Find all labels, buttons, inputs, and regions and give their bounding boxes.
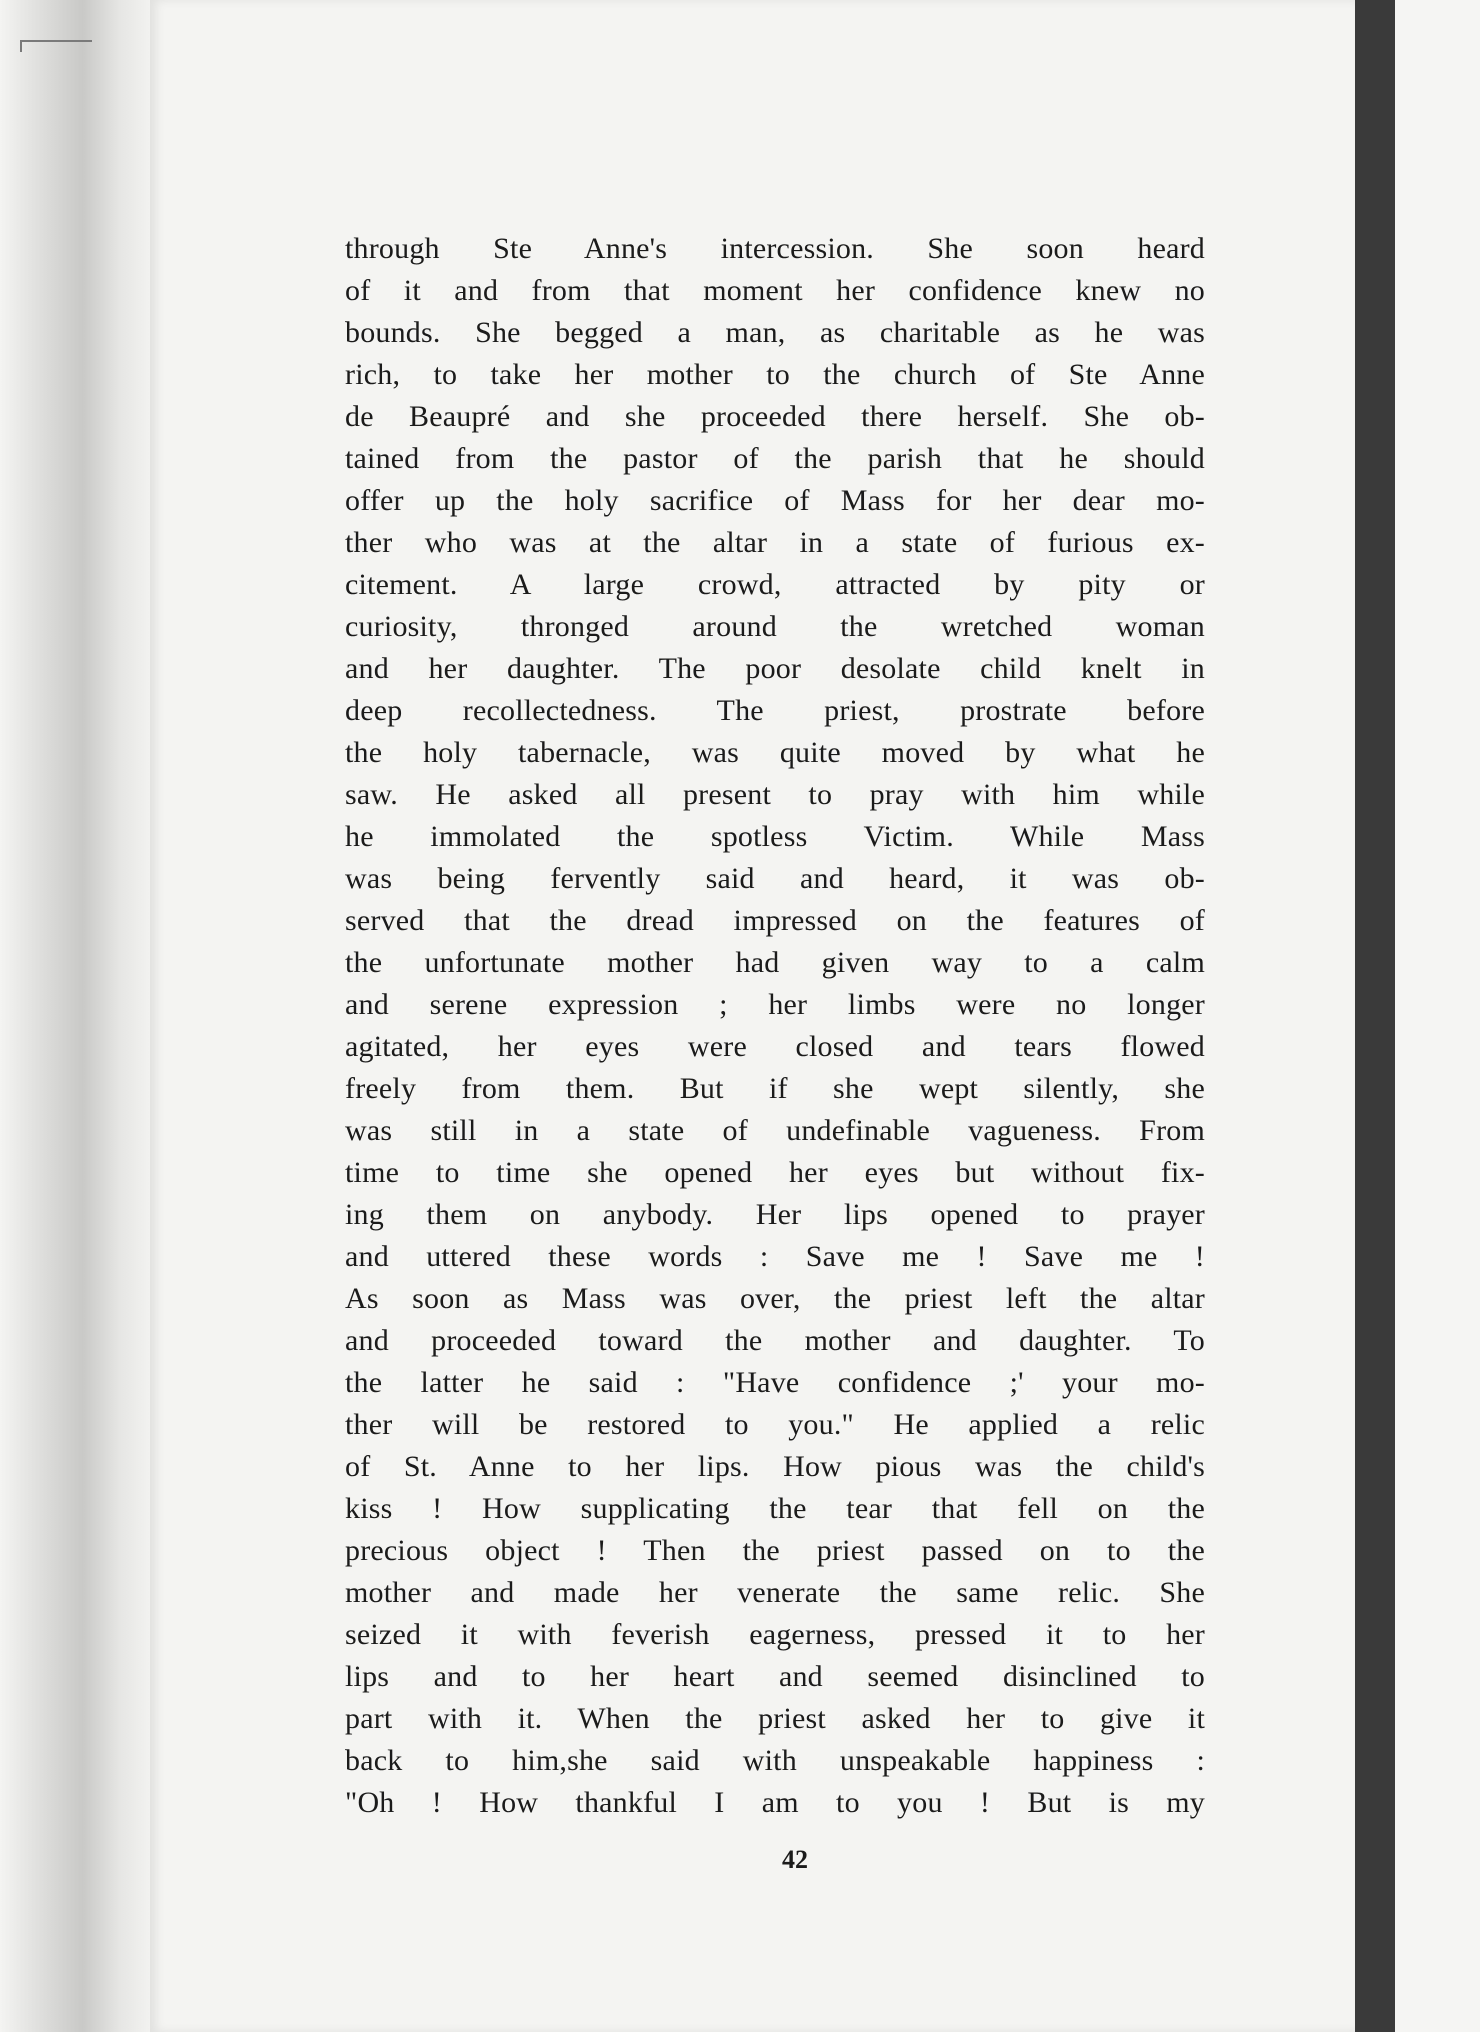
text-line: served that the dread impressed on the features of bbox=[345, 904, 1205, 937]
text-line: curiosity, thronged around the wretched woman bbox=[345, 610, 1205, 643]
text-line: kiss ! How supplicating the tear that fell on the bbox=[345, 1492, 1205, 1525]
text-line: part with it. When the priest asked her to give it bbox=[345, 1702, 1205, 1735]
text-line: was still in a state of undefinable vagueness. From bbox=[345, 1114, 1205, 1147]
text-line: freely from them. But if she wept silently, she bbox=[345, 1072, 1205, 1105]
page-number: 42 bbox=[782, 1845, 808, 1874]
text-line: mother and made her venerate the same relic. She bbox=[345, 1576, 1205, 1609]
text-line: ing them on anybody. Her lips opened to prayer bbox=[345, 1198, 1205, 1231]
text-line: As soon as Mass was over, the priest left the altar bbox=[345, 1282, 1205, 1315]
text-line: ther who was at the altar in a state of furious ex- bbox=[345, 526, 1205, 559]
text-line: agitated, her eyes were closed and tears flowed bbox=[345, 1030, 1205, 1063]
text-line: of it and from that moment her confidence knew no bbox=[345, 274, 1205, 307]
text-line: ther will be restored to you." He applied a relic bbox=[345, 1408, 1205, 1441]
text-line: he immolated the spotless Victim. While Mass bbox=[345, 820, 1205, 853]
text-line: citement. A large crowd, attracted by pity or bbox=[345, 568, 1205, 601]
text-line: was being fervently said and heard, it was ob- bbox=[345, 862, 1205, 895]
text-line: and proceeded toward the mother and daughter. To bbox=[345, 1324, 1205, 1357]
text-line: the unfortunate mother had given way to a calm bbox=[345, 946, 1205, 979]
text-line: bounds. She begged a man, as charitable as he was bbox=[345, 316, 1205, 349]
text-line: de Beaupré and she proceeded there herself. She ob- bbox=[345, 400, 1205, 433]
text-line: "Oh ! How thankful I am to you ! But is my bbox=[345, 1786, 1205, 1819]
text-line: offer up the holy sacrifice of Mass for her dear mo- bbox=[345, 484, 1205, 517]
text-line: and serene expression ; her limbs were no longer bbox=[345, 988, 1205, 1021]
text-line: seized it with feverish eagerness, pressed it to her bbox=[345, 1618, 1205, 1651]
text-line: rich, to take her mother to the church of Ste Anne bbox=[345, 358, 1205, 391]
text-line: tained from the pastor of the parish that he should bbox=[345, 442, 1205, 475]
text-line: precious object ! Then the priest passed on to the bbox=[345, 1534, 1205, 1567]
body-text bbox=[345, 228, 1205, 1824]
text-line: time to time she opened her eyes but without fix- bbox=[345, 1156, 1205, 1189]
book-binding-edge bbox=[1355, 0, 1395, 2032]
text-line: and her daughter. The poor desolate child knelt in bbox=[345, 652, 1205, 685]
text-line: the holy tabernacle, was quite moved by what he bbox=[345, 736, 1205, 769]
text-line: the latter he said : "Have confidence ;' your mo- bbox=[345, 1366, 1205, 1399]
text-line: lips and to her heart and seemed disinclined to bbox=[345, 1660, 1205, 1693]
text-line: of St. Anne to her lips. How pious was the child's bbox=[345, 1450, 1205, 1483]
text-line: deep recollectedness. The priest, prostrate before bbox=[345, 694, 1205, 727]
text-line: through Ste Anne's intercession. She soon heard bbox=[345, 232, 1205, 265]
page-stack-edge bbox=[0, 0, 150, 2032]
text-line: back to him,she said with unspeakable happiness : bbox=[345, 1744, 1205, 1777]
text-line: saw. He asked all present to pray with him while bbox=[345, 778, 1205, 811]
text-line: and uttered these words : Save me ! Save me ! bbox=[345, 1240, 1205, 1273]
scan-margin bbox=[1395, 0, 1480, 2032]
